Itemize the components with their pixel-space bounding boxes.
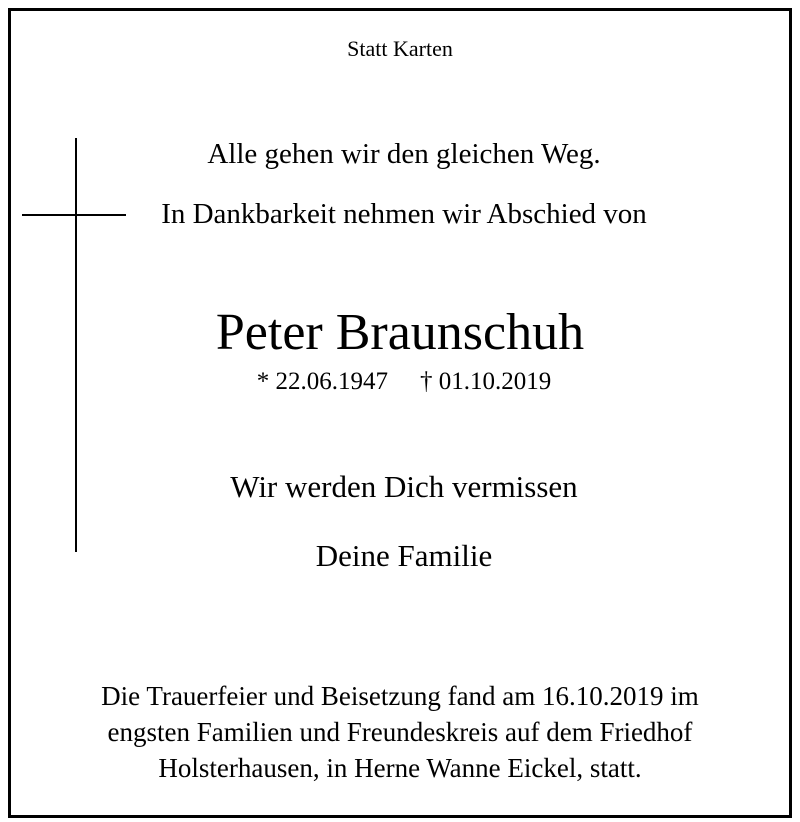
- signature-text: Deine Familie: [315, 538, 493, 573]
- death-date: † 01.10.2019: [420, 368, 552, 395]
- header-text: Statt Karten: [347, 36, 453, 61]
- deceased-name: Peter Braunschuh: [215, 304, 585, 361]
- funeral-note-line: Holsterhausen, in Herne Wanne Eickel, statt.: [158, 753, 642, 783]
- funeral-note: [0, 678, 800, 786]
- closing-text: Wir werden Dich vermissen: [230, 469, 578, 504]
- motto-text: Alle gehen wir den gleichen Weg.: [207, 138, 601, 170]
- funeral-note-line: engsten Familien und Freundeskreis auf dem Friedhof: [107, 717, 693, 747]
- intro-text: In Dankbarkeit nehmen wir Abschied von: [161, 198, 647, 230]
- life-dates: [4, 368, 800, 396]
- birth-date: * 22.06.1947: [256, 368, 388, 395]
- funeral-note-line: Die Trauerfeier und Beisetzung fand am 16.10.2019 im: [101, 681, 699, 711]
